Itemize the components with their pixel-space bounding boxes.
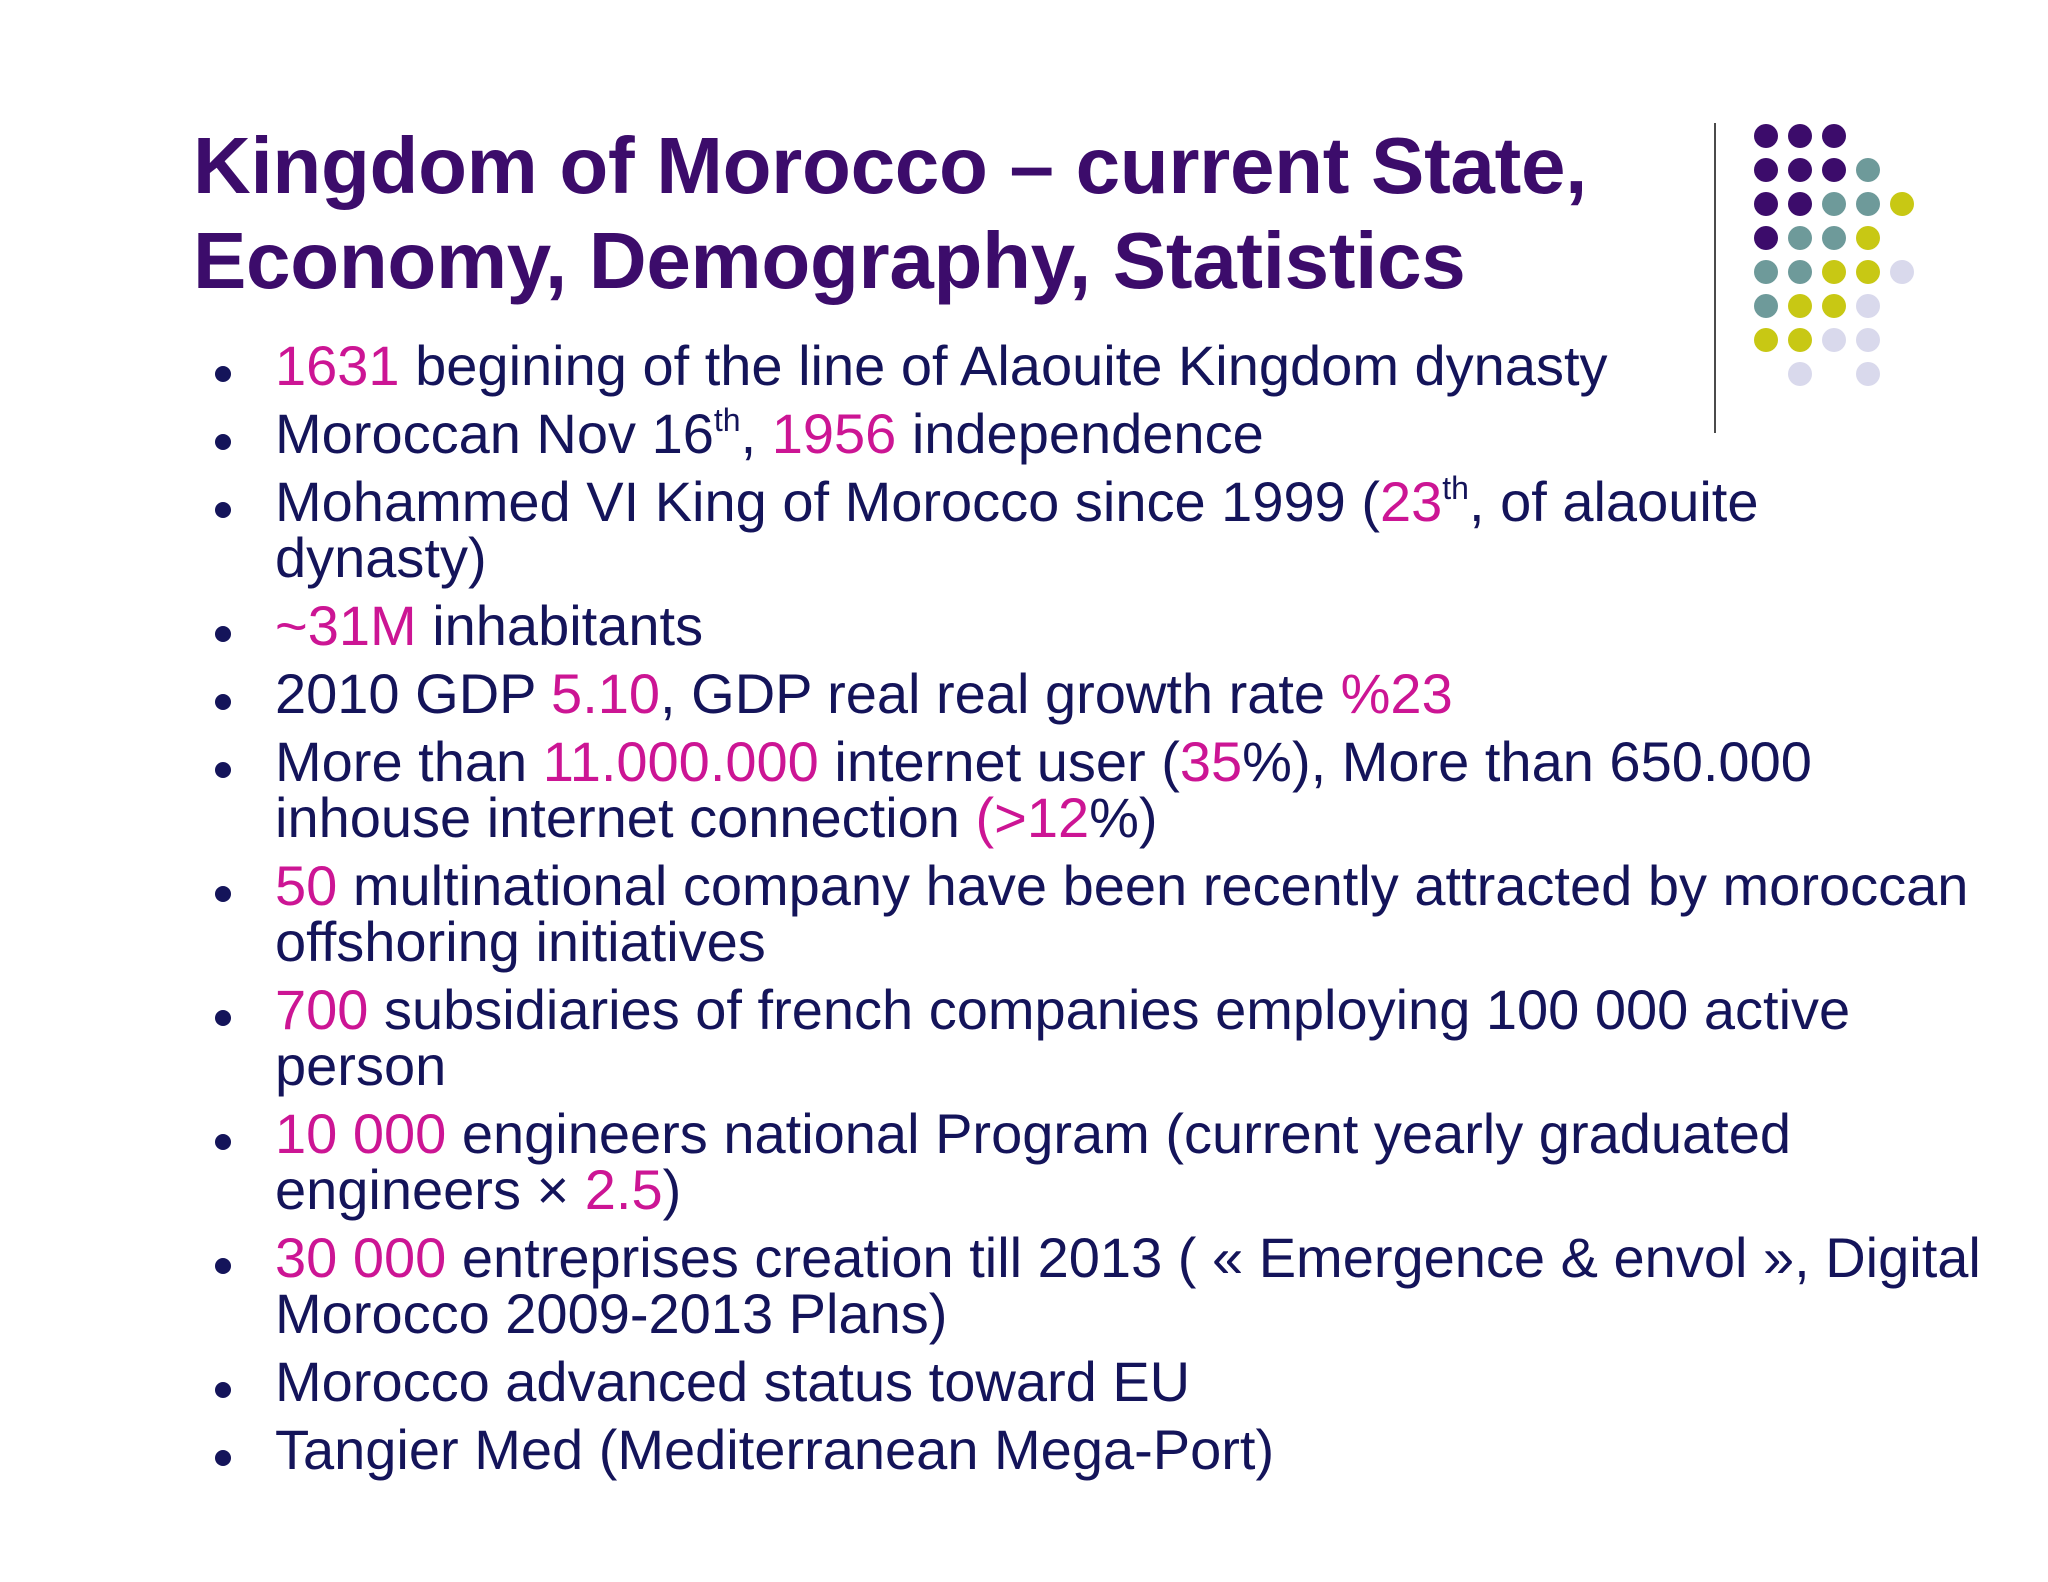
ordinal-suffix: th <box>1442 470 1469 506</box>
bullet-item <box>205 1350 1985 1413</box>
bullet-list <box>205 334 1985 1490</box>
highlighted-figure: (>12 <box>975 786 1090 849</box>
bullet-item <box>205 470 1985 589</box>
decorative-dot <box>1822 226 1846 250</box>
bullet-text: ) <box>662 1158 682 1221</box>
decorative-dot <box>1754 192 1778 216</box>
highlighted-figure: 1956 <box>771 402 897 465</box>
bullet-text: Morocco advanced status toward EU <box>275 1350 1191 1413</box>
bullet-text: Mohammed VI King of Morocco since 1999 ( <box>275 470 1380 533</box>
bullet-text: multinational company have been recently attracted by moroccan offshoring initiatives <box>275 854 1969 973</box>
highlighted-figure: 30 000 <box>275 1226 447 1289</box>
bullet-item <box>205 1226 1985 1345</box>
bullet-item <box>205 1418 1985 1481</box>
decorative-dot <box>1754 158 1778 182</box>
decorative-dot <box>1788 226 1812 250</box>
bullet-item <box>205 854 1985 973</box>
slide-title-line-1: Kingdom of Morocco – current State, <box>193 121 1588 210</box>
bullet-text: %), More than 650.000 inhouse internet connection <box>275 730 1812 849</box>
highlighted-figure: 700 <box>275 978 369 1041</box>
decorative-dot <box>1754 294 1778 318</box>
decorative-dot <box>1754 124 1778 148</box>
decorative-dot <box>1822 260 1846 284</box>
bullet-item <box>205 594 1985 657</box>
bullet-item <box>205 1102 1985 1221</box>
decorative-dot <box>1822 158 1846 182</box>
highlighted-figure: 5.10 <box>551 662 661 725</box>
bullet-item <box>205 662 1985 725</box>
highlighted-figure: ~31M <box>275 594 417 657</box>
decorative-dot <box>1856 158 1880 182</box>
slide-title-line-2: Economy, Demography, Statistics <box>193 216 1466 305</box>
bullet-text: 2010 GDP <box>275 662 552 725</box>
highlighted-figure: 10 000 <box>275 1102 447 1165</box>
decorative-dot <box>1788 124 1812 148</box>
bullet-item <box>205 978 1985 1097</box>
decorative-dot <box>1890 192 1914 216</box>
highlighted-figure: 23 <box>1379 470 1443 533</box>
highlighted-figure: 50 <box>275 854 338 917</box>
slide-title <box>193 118 1673 308</box>
bullet-text: Moroccan Nov 16 <box>275 402 714 465</box>
decorative-dot <box>1788 192 1812 216</box>
bullet-item <box>205 402 1985 465</box>
bullet-text: entreprises creation till 2013 ( « Emergence & envol », Digital Morocco 2009-2013 Plans) <box>275 1226 1981 1345</box>
decorative-dot <box>1788 294 1812 318</box>
highlighted-figure: 35 <box>1179 730 1243 793</box>
bullet-text: More than <box>275 730 543 793</box>
bullet-text: internet user ( <box>818 730 1180 793</box>
decorative-dot <box>1856 192 1880 216</box>
bullet-text: , GDP real real growth rate <box>660 662 1341 725</box>
decorative-dot <box>1856 226 1880 250</box>
bullet-text: independence <box>896 402 1264 465</box>
bullet-item <box>205 334 1985 397</box>
decorative-dot <box>1754 260 1778 284</box>
bullet-text: engineers national Program (current yearly graduated engineers × <box>275 1102 1792 1221</box>
bullet-text: , <box>740 402 772 465</box>
decorative-dot <box>1856 294 1880 318</box>
highlighted-figure: 1631 <box>275 334 400 397</box>
decorative-dot <box>1856 260 1880 284</box>
decorative-dot <box>1822 124 1846 148</box>
bullet-text: subsidiaries of french companies employing 100 000 active person <box>275 978 1851 1097</box>
decorative-dot <box>1890 260 1914 284</box>
decorative-dot <box>1788 260 1812 284</box>
bullet-text: begining of the line of Alaouite Kingdom dynasty <box>399 334 1608 397</box>
decorative-dot <box>1788 158 1812 182</box>
bullet-text: inhabitants <box>416 594 704 657</box>
bullet-item <box>205 730 1985 849</box>
bullet-text: %) <box>1089 786 1158 849</box>
bullet-text: , of alaouite dynasty) <box>275 470 1759 589</box>
decorative-dot <box>1822 192 1846 216</box>
ordinal-suffix: th <box>713 402 741 438</box>
decorative-dot <box>1822 294 1846 318</box>
highlighted-figure: 11.000.000 <box>542 730 819 793</box>
bullet-text: Tangier Med (Mediterranean Mega-Port) <box>275 1418 1275 1481</box>
highlighted-figure: 2.5 <box>584 1158 663 1221</box>
decorative-dot <box>1754 226 1778 250</box>
highlighted-figure: %23 <box>1340 662 1453 725</box>
